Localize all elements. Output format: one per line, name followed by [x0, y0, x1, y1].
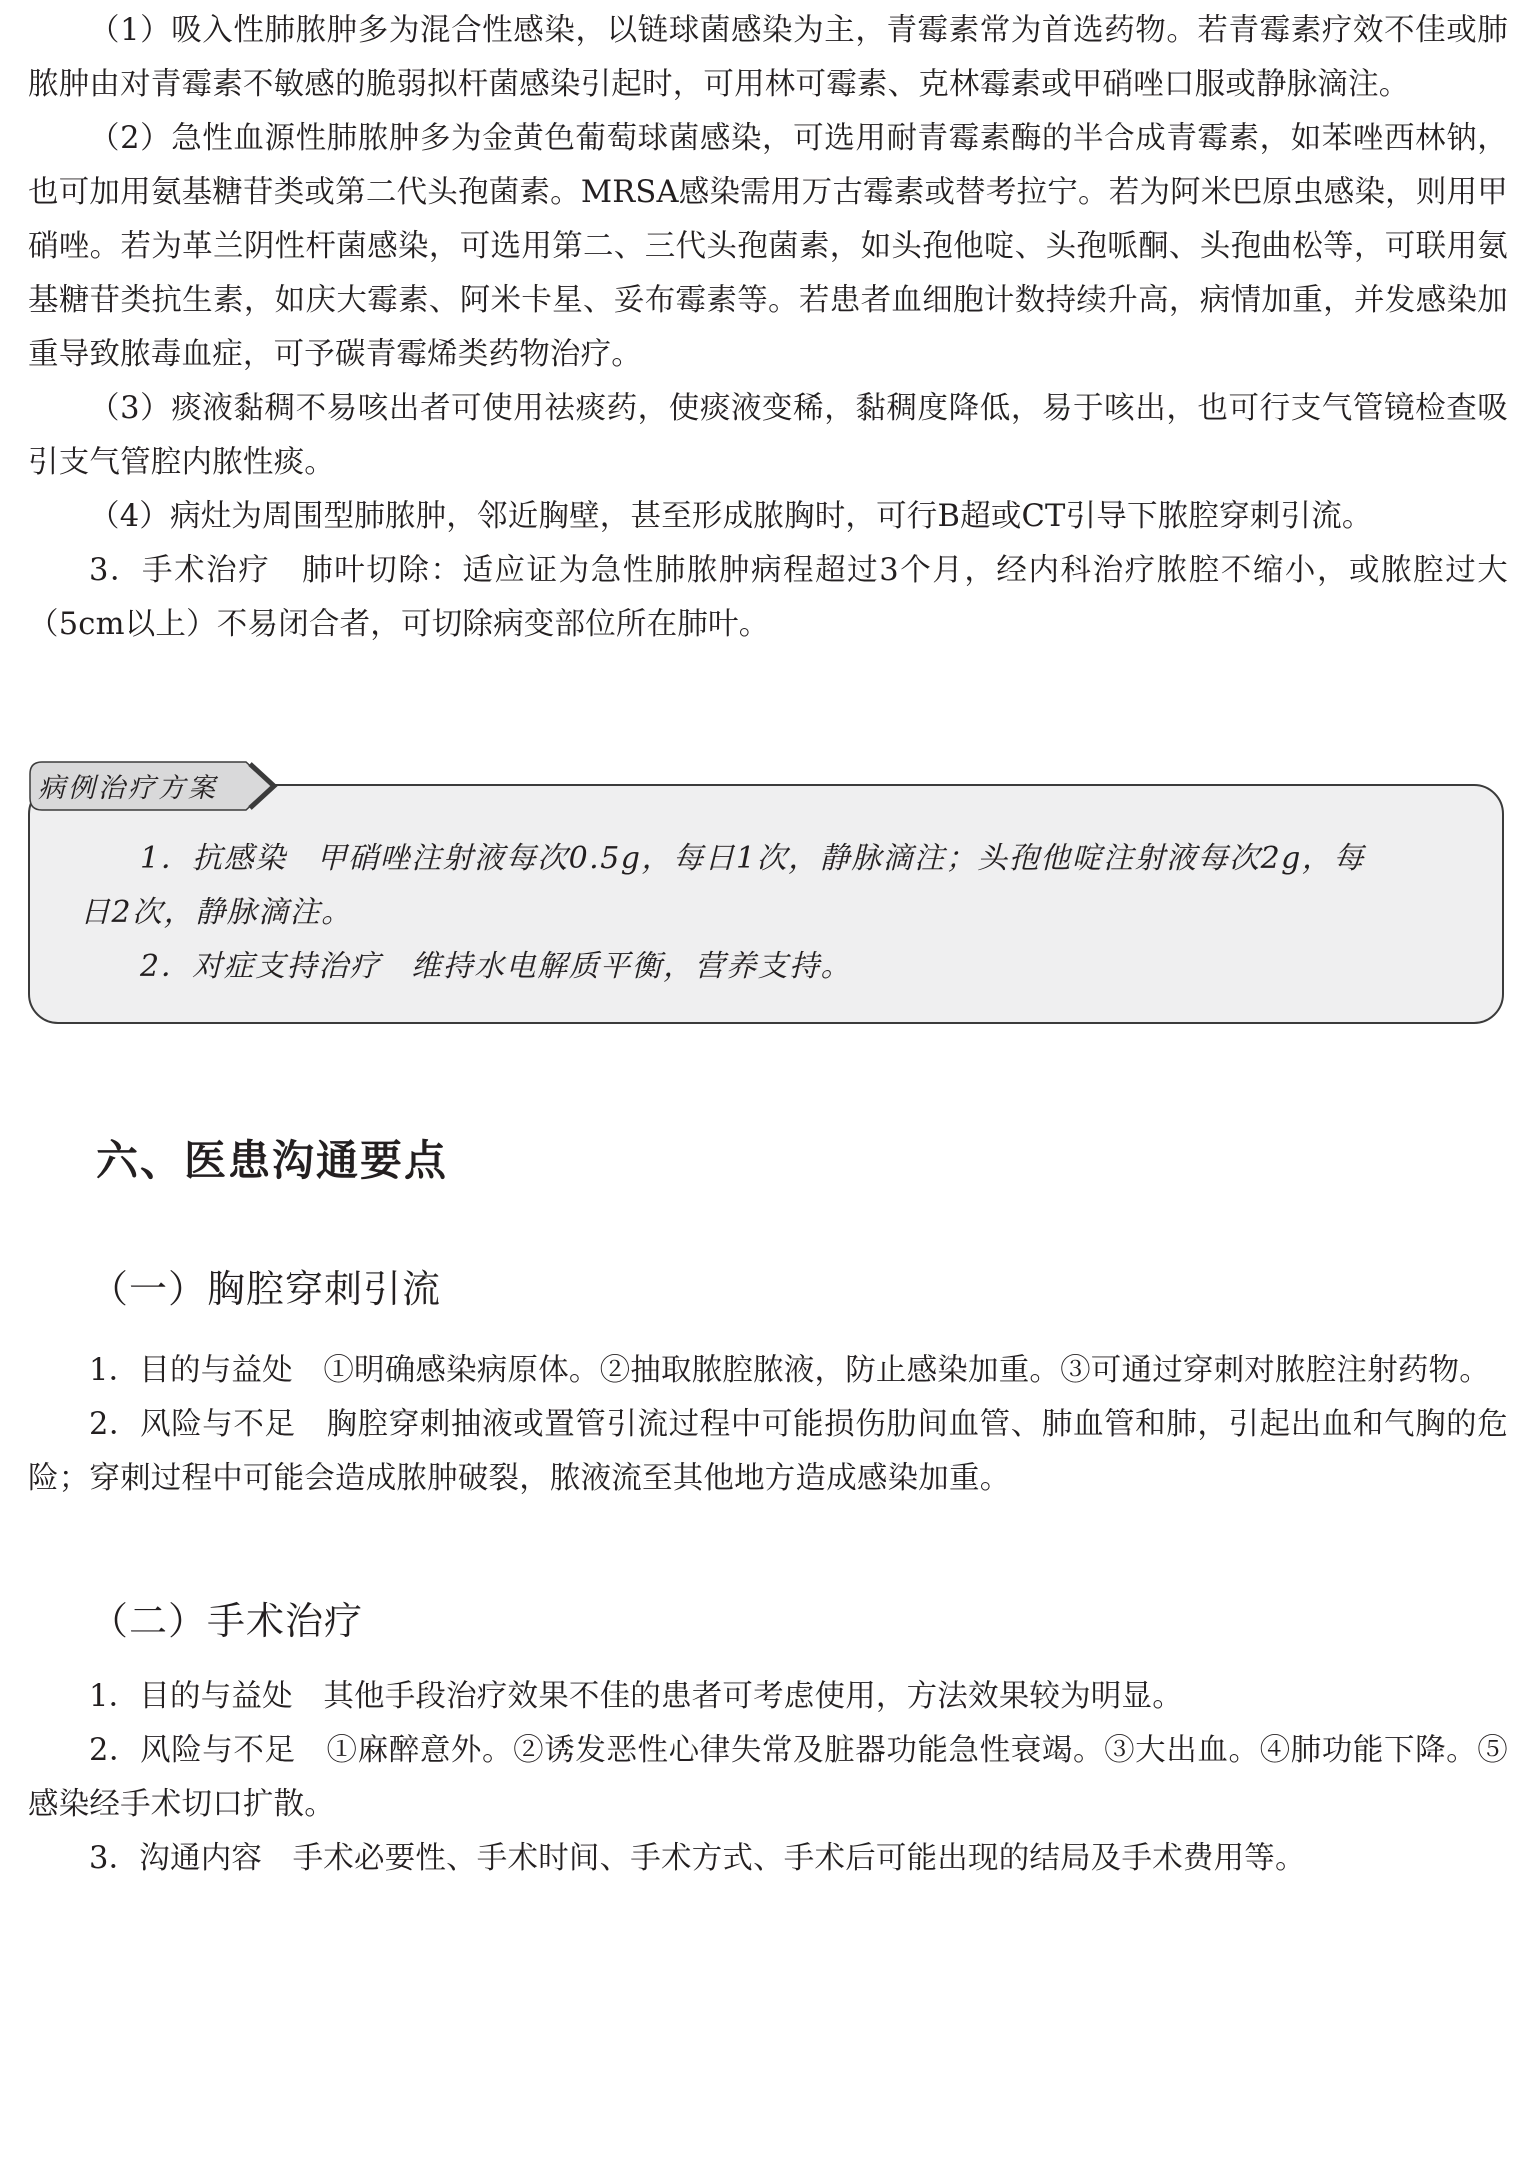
subsection-2-body: [28, 1670, 1508, 1886]
case-item-1: [80, 832, 1456, 886]
case-item-1-label: 1．抗感染: [140, 841, 287, 876]
subsection-1-body: [28, 1344, 1508, 1506]
sub2-p1-text: 其他手段治疗效果不佳的患者可考虑使用，方法效果较为明显。: [323, 1679, 1183, 1714]
sub2-paragraph-1: [28, 1670, 1508, 1724]
surgery-label: 3．手术治疗: [89, 553, 271, 588]
case-item-2-label: 2．对症支持治疗: [140, 949, 382, 984]
sub1-paragraph-1: [28, 1344, 1508, 1398]
treatment-paragraph-2: （2）急性血源性肺脓肿多为金黄色葡萄球菌感染，可选用耐青霉素酶的半合成青霉素，如苯唑西林钠，也可加用氨基糖苷类或第二代头孢菌素。MRSA感染需用万古霉素或替考拉宁。若为阿米巴原虫感染，则用甲硝唑。若为革兰阴性杆菌感染，可选用第二、三代头孢菌素，如头孢他啶、头孢哌酮、头孢曲松等，可联用氨基糖苷类抗生素，如庆大霉素、阿米卡星、妥布霉素等。若患者血细胞计数持续升高，病情加重，并发感染加重导致脓毒血症，可予碳青霉烯类药物治疗。: [28, 121, 1508, 372]
sub2-p2-text: ①麻醉意外。②诱发恶性心律失常及脏器功能急性衰竭。③大出血。④肺功能下降。⑤感染经手术切口扩散。: [28, 1733, 1508, 1822]
sub1-p1-label: 1．目的与益处: [89, 1353, 293, 1388]
sub2-p3-label: 3．沟通内容: [89, 1841, 263, 1876]
case-item-1-continuation: 日2次，静脉滴注。: [80, 895, 353, 930]
case-item-2-text: 维持水电解质平衡，营养支持。: [411, 949, 853, 984]
case-item-1-line1: 甲硝唑注射液每次0.5g，每日1次，静脉滴注；头孢他啶注射液每次2g，每: [316, 841, 1365, 876]
case-plan-tab: [28, 760, 272, 808]
sub1-p1-text: ①明确感染病原体。②抽取脓腔脓液，防止感染加重。③可通过穿刺对脓腔注射药物。: [323, 1353, 1490, 1388]
case-item-2: [80, 940, 1456, 994]
sub2-p3-text: 手术必要性、手术时间、手术方式、手术后可能出现的结局及手术费用等。: [292, 1841, 1306, 1876]
surgery-text: 肺叶切除：适应证为急性肺脓肿病程超过3个月，经内科治疗脓腔不缩小，或脓腔过大（5cm以上）不易闭合者，可切除病变部位所在肺叶。: [28, 553, 1508, 642]
subsection-1-title: （一）胸腔穿刺引流: [90, 1267, 442, 1311]
treatment-paragraph-1: （1）吸入性肺脓肿多为混合性感染，以链球菌感染为主，青霉素常为首选药物。若青霉素疗效不佳或肺脓肿由对青霉素不敏感的脆弱拟杆菌感染引起时，可用林可霉素、克林霉素或甲硝唑口服或静脉滴注。: [28, 13, 1508, 102]
sub2-paragraph-2: [28, 1724, 1508, 1832]
case-plan-box: [28, 760, 1508, 1028]
section-title: 六、医患沟通要点: [96, 1136, 449, 1185]
treatment-section: [28, 4, 1508, 652]
subsection-2-title: （二）手术治疗: [90, 1599, 364, 1643]
surgery-paragraph: [28, 544, 1508, 652]
sub1-p2-text: 胸腔穿刺抽液或置管引流过程中可能损伤肋间血管、肺血管和肺，引起出血和气胸的危险；穿刺过程中可能会造成脓肿破裂，脓液流至其他地方造成感染加重。: [28, 1407, 1508, 1496]
case-plan-panel: [28, 784, 1504, 1024]
sub2-paragraph-3: [28, 1832, 1508, 1886]
sub2-p1-label: 1．目的与益处: [89, 1679, 293, 1714]
sub1-p2-label: 2．风险与不足: [89, 1407, 296, 1442]
treatment-paragraph-4: （4）病灶为周围型肺脓肿，邻近胸壁，甚至形成脓胸时，可行B超或CT引导下脓腔穿刺引流。: [89, 499, 1373, 534]
case-plan-tab-label: 病例治疗方案: [38, 773, 218, 804]
sub2-p2-label: 2．风险与不足: [89, 1733, 296, 1768]
treatment-paragraph-3: （3）痰液黏稠不易咳出者可使用祛痰药，使痰液变稀，黏稠度降低，易于咳出，也可行支气管镜检查吸引支气管腔内脓性痰。: [28, 391, 1508, 480]
sub1-paragraph-2: [28, 1398, 1508, 1506]
